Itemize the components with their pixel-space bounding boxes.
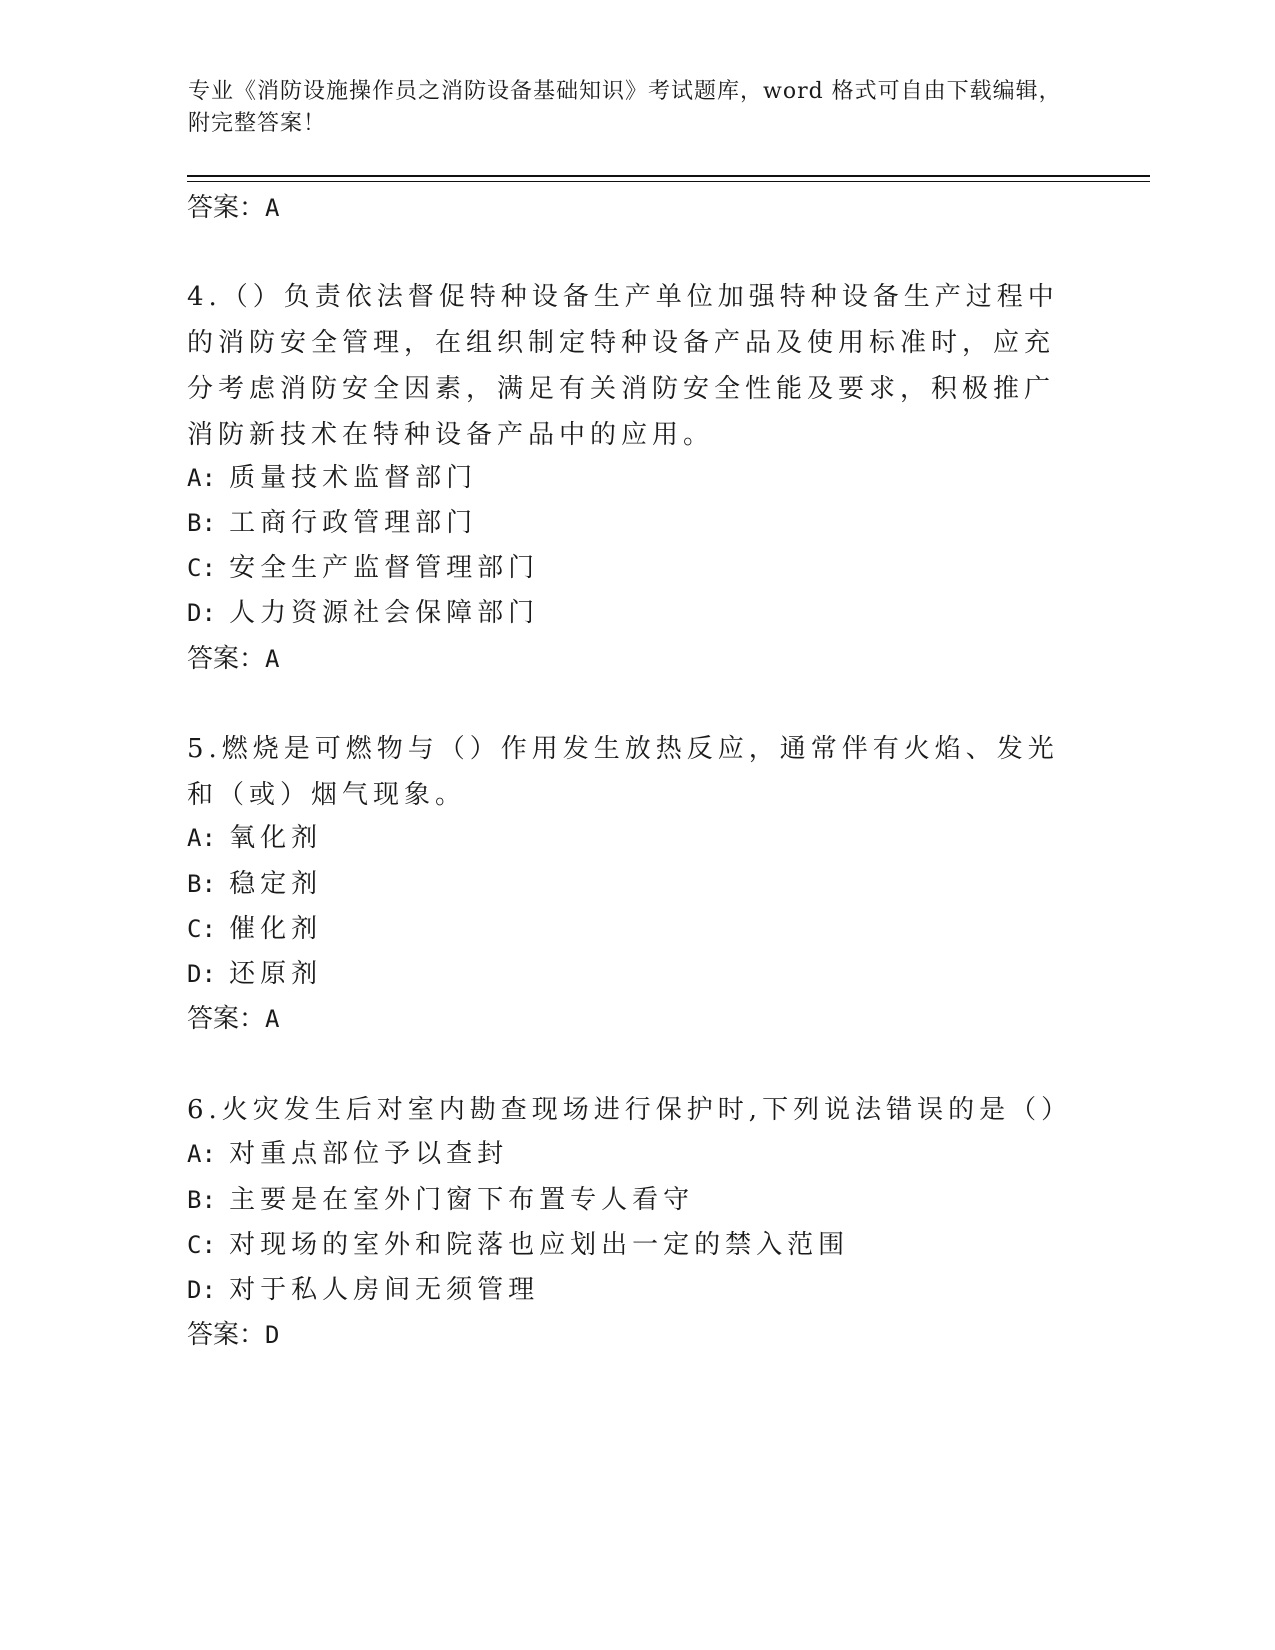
- option-key: A:: [187, 824, 216, 852]
- option-text: 对于私人房间无须管理: [229, 1275, 540, 1305]
- option-b: [187, 868, 322, 900]
- question-5: [187, 726, 1067, 818]
- option-key: A:: [187, 1140, 216, 1168]
- option-key: D:: [187, 960, 216, 988]
- option-text: 氧化剂: [229, 823, 323, 853]
- option-text: 催化剂: [229, 914, 323, 944]
- answer-value: A: [265, 194, 280, 222]
- option-key: B:: [187, 1186, 216, 1214]
- answer-value: A: [265, 1005, 280, 1033]
- option-key: C:: [187, 554, 216, 582]
- option-c: [187, 552, 539, 584]
- option-text: 对重点部位予以查封: [229, 1139, 509, 1169]
- option-text: 还原剂: [229, 959, 323, 989]
- option-text: 主要是在室外门窗下布置专人看守: [229, 1185, 695, 1215]
- option-text: 稳定剂: [229, 869, 323, 899]
- option-a: [187, 462, 477, 494]
- question-text: 5.燃烧是可燃物与（）作用发生放热反应，通常伴有火焰、发光和（或）烟气现象。: [187, 734, 1059, 810]
- answer-line-q5: [187, 1003, 279, 1035]
- answer-label: 答案：: [187, 193, 266, 223]
- option-key: B:: [187, 870, 216, 898]
- option-c: [187, 913, 322, 945]
- answer-label: 答案：: [187, 1320, 266, 1350]
- option-text: 对现场的室外和院落也应划出一定的禁入范围: [229, 1230, 850, 1260]
- option-text: 安全生产监督管理部门: [229, 553, 540, 583]
- option-key: D:: [187, 1276, 216, 1304]
- answer-line-q6: [187, 1319, 279, 1351]
- question-6: [187, 1087, 1073, 1133]
- option-d: [187, 1274, 539, 1306]
- answer-line-q4: [187, 643, 279, 675]
- header-divider-thick: [187, 175, 1150, 177]
- option-d: [187, 597, 539, 629]
- option-d: [187, 958, 322, 990]
- option-a: [187, 822, 322, 854]
- answer-line-prev: [187, 192, 279, 224]
- question-4: [187, 274, 1067, 458]
- header-divider-thin: [187, 181, 1150, 182]
- document-header: 专业《消防设施操作员之消防设备基础知识》考试题库，word 格式可自由下载编辑，附完整答案！: [188, 79, 1062, 136]
- option-text: 工商行政管理部门: [229, 508, 478, 538]
- question-text: 4.（）负责依法督促特种设备生产单位加强特种设备生产过程中的消防安全管理，在组织制定特种设备产品及使用标准时，应充分考虑消防安全因素，满足有关消防安全性能及要求，积极推广消防新技术在特种设备产品中的应用。: [187, 282, 1059, 450]
- answer-value: D: [265, 1321, 280, 1349]
- question-text: 6.火灾发生后对室内勘查现场进行保护时,下列说法错误的是（）: [187, 1095, 1073, 1125]
- answer-value: A: [265, 645, 280, 673]
- answer-label: 答案：: [187, 644, 266, 674]
- option-text: 质量技术监督部门: [229, 463, 478, 493]
- option-key: C:: [187, 1231, 216, 1259]
- option-a: [187, 1138, 508, 1170]
- option-b: [187, 1184, 694, 1216]
- option-text: 人力资源社会保障部门: [229, 598, 540, 628]
- option-key: B:: [187, 509, 216, 537]
- option-key: C:: [187, 915, 216, 943]
- answer-label: 答案：: [187, 1004, 266, 1034]
- option-key: D:: [187, 599, 216, 627]
- option-b: [187, 507, 477, 539]
- option-key: A:: [187, 464, 216, 492]
- option-c: [187, 1229, 849, 1261]
